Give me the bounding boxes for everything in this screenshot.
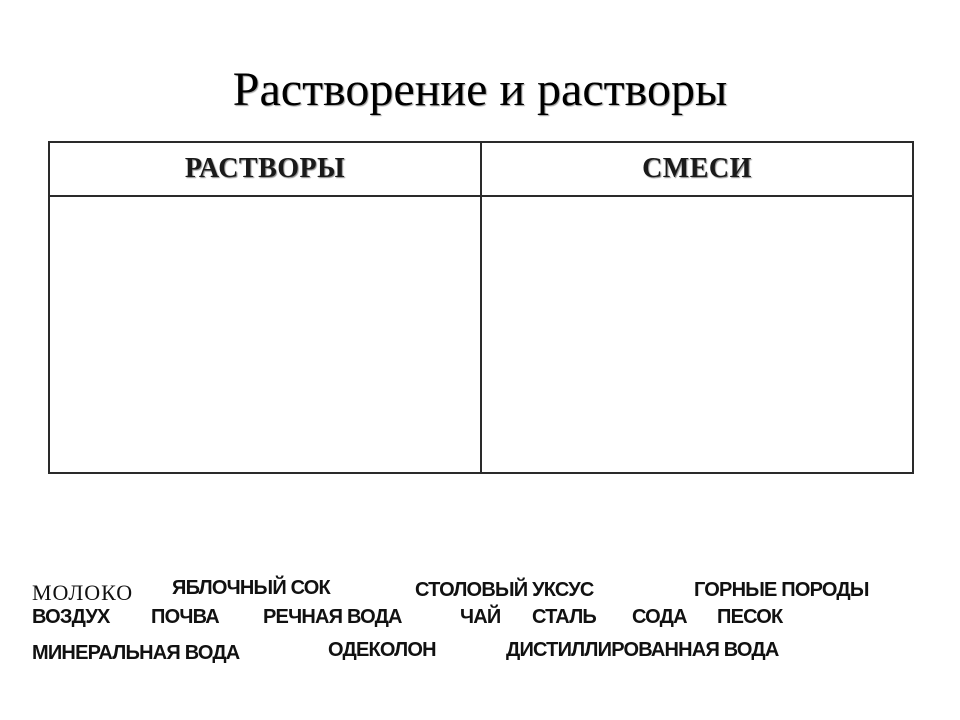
word-card[interactable]: ВОЗДУХ xyxy=(32,606,110,628)
slide-title: Растворение и растворы xyxy=(232,63,728,116)
word-card[interactable]: МОЛОКО xyxy=(32,580,134,605)
table-body-row xyxy=(49,196,913,473)
word-card[interactable]: СТОЛОВЫЙ УКСУС xyxy=(415,579,594,601)
solutions-drop-cell[interactable] xyxy=(49,196,481,473)
word-card[interactable]: РЕЧНАЯ ВОДА xyxy=(263,606,402,628)
word-card[interactable]: СТАЛЬ xyxy=(532,606,596,628)
word-card[interactable]: ПОЧВА xyxy=(151,606,219,628)
word-card[interactable]: ЧАЙ xyxy=(460,606,501,628)
word-card[interactable]: ОДЕКОЛОН xyxy=(328,639,436,661)
word-card[interactable]: ДИСТИЛЛИРОВАННАЯ ВОДА xyxy=(506,639,779,661)
mixtures-drop-cell[interactable] xyxy=(481,196,913,473)
word-card[interactable]: МИНЕРАЛЬНАЯ ВОДА xyxy=(32,642,240,664)
sorting-table xyxy=(48,141,914,474)
word-card[interactable]: ПЕСОК xyxy=(717,606,783,628)
table-header-row xyxy=(49,142,913,196)
header-solutions: РАСТВОРЫ xyxy=(49,142,481,196)
word-card[interactable]: СОДА xyxy=(632,606,687,628)
word-card[interactable]: ГОРНЫЕ ПОРОДЫ xyxy=(694,579,869,601)
header-mixtures: СМЕСИ xyxy=(481,142,913,196)
word-card[interactable]: ЯБЛОЧНЫЙ СОК xyxy=(172,577,330,599)
